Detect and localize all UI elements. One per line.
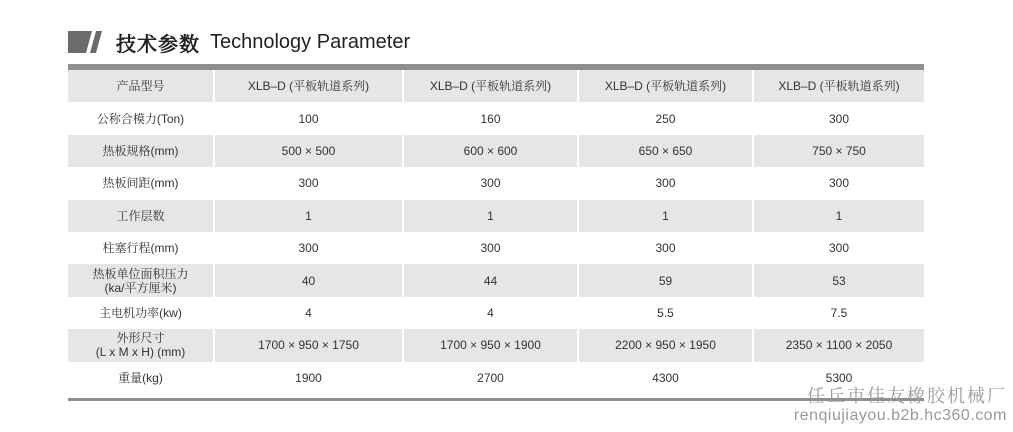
value-cell — [214, 232, 403, 264]
section-title-cn: 技术参数 — [116, 31, 200, 56]
value-cell — [403, 167, 578, 199]
value-cell — [403, 232, 578, 264]
row-label-cell — [68, 362, 214, 394]
table-row — [68, 264, 924, 296]
value-cell — [578, 264, 753, 296]
cell-text: 工作层数 — [116, 208, 165, 223]
value-cell — [214, 102, 403, 134]
value-cell — [403, 102, 578, 134]
cell-text: 2350 × 1100 × 2050 — [785, 338, 893, 353]
cell-text: 5.5 — [657, 305, 674, 320]
value-cell — [403, 362, 578, 394]
cell-text: 300 — [480, 241, 501, 256]
cell-text: 7.5 — [830, 305, 848, 320]
cell-text: XLB–D (平板轨道系列) — [604, 79, 727, 94]
cell-text: XLB–D (平板轨道系列) — [429, 79, 552, 94]
section-header — [68, 26, 410, 58]
value-cell — [214, 264, 403, 296]
cell-text: 4 — [305, 305, 312, 320]
table-row — [68, 297, 924, 329]
cell-text: 2200 × 950 × 1950 — [615, 338, 716, 353]
cell-text: 53 — [832, 273, 846, 288]
cell-text: 300 — [480, 176, 501, 191]
table-row — [68, 329, 924, 361]
cell-text: 4 — [487, 305, 494, 320]
value-cell — [214, 167, 403, 199]
value-cell — [578, 167, 753, 199]
cell-text: 500 × 500 — [281, 143, 336, 158]
table-row — [68, 135, 924, 167]
watermark-company: 任丘市佳友橡胶机械厂 — [807, 386, 1007, 406]
table-row — [68, 232, 924, 264]
watermark — [794, 386, 1007, 426]
cell-text: 4300 — [652, 370, 679, 385]
value-cell — [214, 329, 403, 361]
cell-text: XLB–D (平板轨道系列) — [247, 79, 370, 94]
cell-text: 热板单位面积压力 — [92, 266, 189, 281]
cell-text: 热板间距(mm) — [102, 176, 179, 191]
cell-text: 300 — [828, 176, 850, 191]
value-cell — [403, 329, 578, 361]
cell-text: XLB–D (平板轨道系列) — [778, 79, 900, 94]
cell-text: 产品型号 — [116, 79, 165, 94]
cell-text: 300 — [655, 176, 676, 191]
row-label-cell — [68, 167, 214, 199]
section-title-en: Technology Parameter — [210, 30, 411, 53]
cell-text: 59 — [658, 273, 673, 288]
cell-text: 300 — [828, 241, 850, 256]
value-cell — [578, 329, 753, 361]
value-cell — [214, 362, 403, 394]
table-row — [68, 102, 924, 134]
value-cell — [753, 232, 924, 264]
row-label-cell — [68, 135, 214, 167]
cell-text: (L x M x H) (mm) — [95, 345, 186, 360]
cell-text: 300 — [655, 241, 676, 256]
value-cell — [214, 297, 403, 329]
cell-text: 2700 — [477, 370, 504, 385]
value-cell — [753, 329, 924, 361]
cell-text: 750 × 750 — [812, 143, 866, 158]
cell-text: 1 — [835, 208, 843, 223]
value-cell — [403, 200, 578, 232]
cell-text: 650 × 650 — [638, 143, 693, 158]
cell-text: (ka/平方厘米) — [104, 280, 177, 295]
cell-text: 外形尺寸 — [116, 331, 165, 346]
cell-text: 1900 — [295, 370, 322, 385]
cell-text: 热板规格(mm) — [102, 143, 179, 158]
value-cell — [753, 264, 924, 296]
slash-stripes-icon — [68, 31, 106, 53]
value-cell — [214, 200, 403, 232]
row-label-cell — [68, 297, 214, 329]
row-label-cell — [68, 70, 214, 102]
cell-text: 160 — [480, 111, 501, 126]
parameter-table — [68, 70, 924, 394]
value-cell — [753, 135, 924, 167]
value-cell — [578, 135, 753, 167]
row-label-cell — [68, 329, 214, 361]
cell-text: 主电机功率(kw) — [99, 305, 182, 320]
value-cell — [578, 200, 753, 232]
value-cell — [753, 297, 924, 329]
cell-text: 300 — [298, 176, 319, 191]
cell-text: 300 — [298, 241, 319, 256]
value-cell — [214, 135, 403, 167]
value-cell — [403, 264, 578, 296]
value-cell — [403, 70, 578, 102]
value-cell — [753, 200, 924, 232]
cell-text: 1 — [305, 208, 312, 223]
cell-text: 250 — [655, 111, 676, 126]
cell-text: 5300 — [825, 370, 853, 385]
table-row — [68, 167, 924, 199]
value-cell — [403, 297, 578, 329]
cell-text: 柱塞行程(mm) — [102, 241, 179, 256]
row-label-cell — [68, 200, 214, 232]
value-cell — [578, 70, 753, 102]
value-cell — [753, 70, 924, 102]
value-cell — [753, 167, 924, 199]
cell-text: 1 — [487, 208, 494, 223]
value-cell — [578, 362, 753, 394]
table-row — [68, 70, 924, 102]
cell-text: 1 — [662, 208, 669, 223]
row-label-cell — [68, 264, 214, 296]
value-cell — [753, 102, 924, 134]
cell-text: 公称合模力(Ton) — [96, 111, 185, 126]
value-cell — [578, 297, 753, 329]
table-row — [68, 200, 924, 232]
value-cell — [403, 135, 578, 167]
cell-text: 44 — [483, 273, 498, 288]
cell-text: 40 — [301, 273, 316, 288]
watermark-url: renqiujiayou.b2b.hc360.com — [793, 407, 1007, 424]
cell-text: 600 × 600 — [463, 143, 518, 158]
row-label-cell — [68, 102, 214, 134]
row-label-cell — [68, 232, 214, 264]
parameter-table-container — [68, 64, 924, 401]
cell-text: 1700 × 950 × 1750 — [258, 338, 359, 353]
cell-text: 重量(kg) — [118, 370, 163, 385]
cell-text: 1700 × 950 × 1900 — [440, 338, 541, 353]
cell-text: 100 — [298, 111, 319, 126]
value-cell — [578, 102, 753, 134]
value-cell — [578, 232, 753, 264]
value-cell — [214, 70, 403, 102]
cell-text: 300 — [828, 111, 850, 126]
